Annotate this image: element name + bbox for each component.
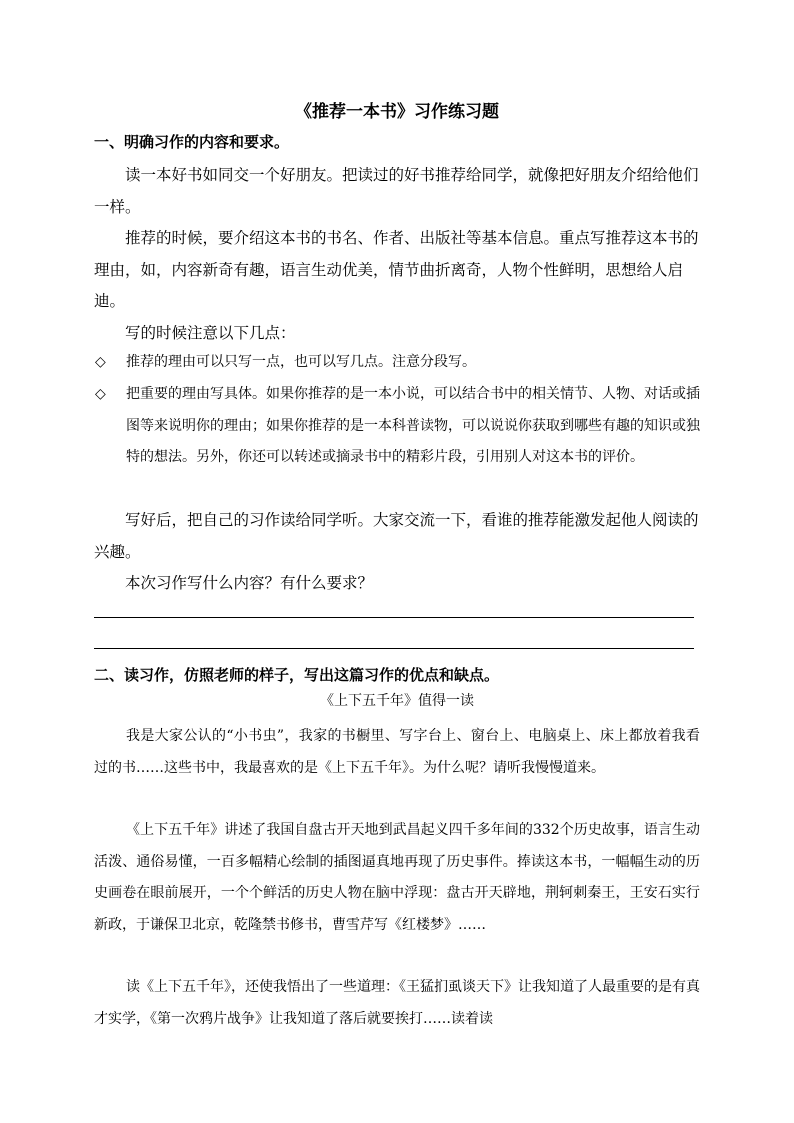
diamond-bullet-icon: ◇ [95,386,106,402]
section-1-paragraph-2: 推荐的时候，要介绍这本书的书名、作者、出版社等基本信息。重点写推荐这本书的理由，如，内容新奇有趣，语言生动优美，情节曲折离奇，人物个性鲜明，思想给人启迪。 [94,229,699,310]
section-1-heading: 一、明确习作的内容和要求。 [94,133,290,151]
essay-title: 《上下五千年》值得一读 [320,693,474,709]
page-title: 《推荐一本书》习作练习题 [295,102,499,122]
answer-line-2[interactable] [94,648,694,649]
section-1-paragraph-4: 写好后，把自己的习作读给同学听。大家交流一下，看谁的推荐能激发起他人阅读的兴趣。 [94,511,699,561]
essay-paragraph-2: 《上下五千年》讲述了我国自盘古开天地到武昌起义四千多年间的332个历史故事，语言生动活泼、通俗易懂，一百多幅精心绘制的插图逼真地再现了历史事件。捧读这本书，一幅幅生动的历史画卷在眼前展开，一个个鲜活的历史人物在脑中浮现：盘古开天辟地，荆轲刺秦王，王安石实行新政，于谦保卫北京，乾隆禁书修书，曹雪芹写《红楼梦》…… [94,822,700,933]
section-1-paragraph-1: 读一本好书如同交一个好朋友。把读过的好书推荐给同学，就像把好朋友介绍给他们一样。 [94,166,699,216]
essay-paragraph-3: 读《上下五千年》，还使我悟出了一些道理：《王猛扪虱谈天下》让我知道了人最重要的是有真才实学，《第一次鸦片战争》让我知道了落后就要挨打……读着读 [94,979,700,1027]
section-2-heading: 二、读习作，仿照老师的样子，写出这篇习作的优点和缺点。 [94,666,500,684]
essay-paragraph-1: 我是大家公认的“小书虫”，我家的书橱里、写字台上、窗台上、电脑桌上、床上都放着我看过的书……这些书中，我最喜欢的是《上下五千年》。为什么呢？请听我慢慢道来。 [94,728,700,776]
requirement-bullet-2 [95,379,700,474]
section-1-question: 本次习作写什么内容？有什么要求？ [125,574,374,592]
requirement-bullet-1 [95,347,700,379]
requirement-bullet-text: 把重要的理由写具体。如果你推荐的是一本小说，可以结合书中的相关情节、人物、对话或插图等来说明你的理由；如果你推荐的是一本科普读物，可以说说你获取到哪些有趣的知识或独特的想法。另外，你还可以转述或摘录书中的精彩片段，引用别人对这本书的评价。 [126,386,700,465]
answer-line-1[interactable] [94,617,694,618]
section-1-paragraph-3: 写的时候注意以下几点： [125,324,296,342]
requirement-bullet-text: 推荐的理由可以只写一点，也可以写几点。注意分段写。 [126,354,476,370]
diamond-bullet-icon: ◇ [95,354,106,370]
